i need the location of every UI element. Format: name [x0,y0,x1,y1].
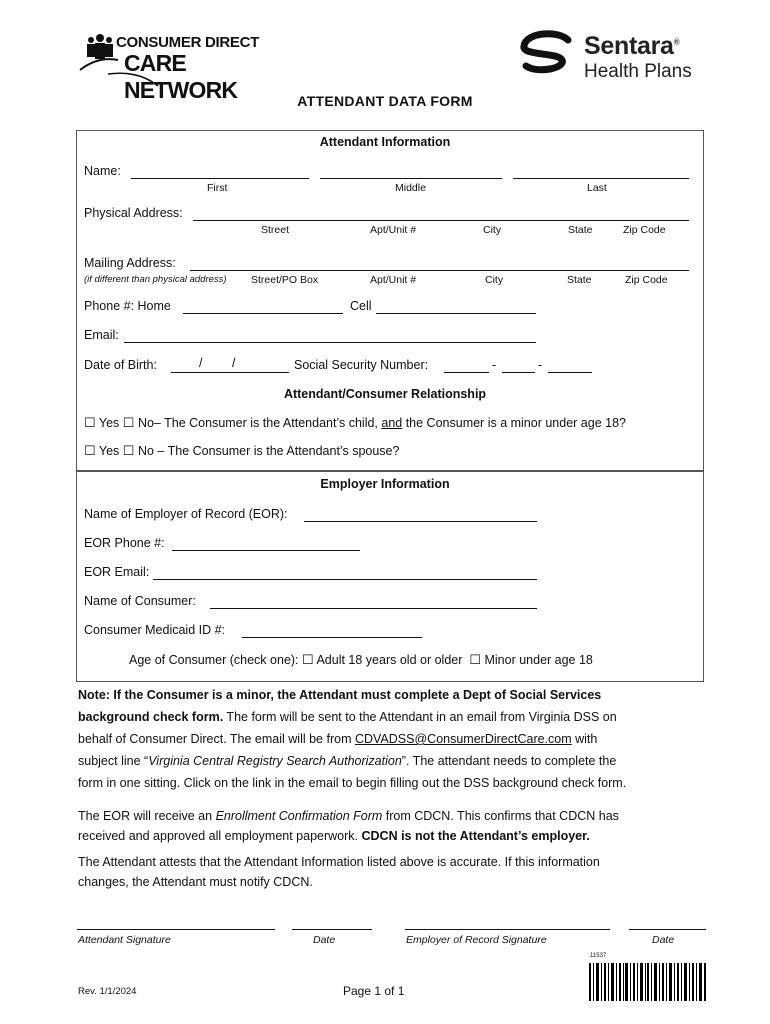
relationship-q1 [84,415,626,431]
q1-text-post: the Consumer is a minor under age 18? [402,416,626,430]
ssn-separator-2: - [538,358,543,372]
mailing-address-label: Mailing Address: [84,256,176,270]
street-po-caption: Street/PO Box [251,274,319,286]
q1-yes-checkbox[interactable]: ☐ [84,415,96,430]
form-title: ATTENDANT DATA FORM [297,93,473,109]
phone-home-label: Phone #: Home [84,299,171,313]
para1-bold: CDCN is not the Attendant’s employer. [361,829,590,843]
sentara-logo [518,30,708,86]
q1-text-pre: – The Consumer is the Attendant’s child, [153,416,382,430]
note-bold-2: background check form. [78,710,224,724]
mailing-note: (if different than physical address) [84,274,227,285]
phone-home-field[interactable] [183,313,343,314]
note-line4-italic: Virginia Central Registry Search Authorization [148,754,402,768]
eor-phone-field[interactable] [172,550,360,551]
cdcn-logo-line1: CONSUMER DIRECT [116,34,260,51]
q2-yes-label: Yes [98,444,120,458]
q2-text: – The Consumer is the Attendant’s spouse? [157,444,400,458]
para2-line1: The Attendant attests that the Attendant Information listed above is accurate. If this information [78,855,600,869]
eor-email-label: EOR Email: [84,565,150,579]
apt-caption: Apt/Unit # [370,224,417,236]
eor-email-field[interactable] [153,579,537,580]
eor-paragraph [78,806,698,846]
name-label: Name: [84,164,121,178]
sentara-name: Sentara® [584,32,680,60]
email-field[interactable] [124,342,536,343]
ssn-part3-field[interactable] [548,372,592,373]
attendant-date-field[interactable] [292,929,372,930]
attendant-heading: Attendant Information [319,135,451,149]
dob-separator-2: / [232,356,236,370]
consumer-name-field[interactable] [210,608,537,609]
revision-date: Rev. 1/1/2024 [78,986,137,997]
mailing-address-field[interactable] [190,270,689,271]
ssn-part1-field[interactable] [444,372,489,373]
state-caption: State [568,224,593,236]
mailing-city-caption: City [485,274,504,286]
middle-name-field[interactable] [320,178,502,179]
relationship-heading: Attendant/Consumer Relationship [283,387,487,401]
para1-italic: Enrollment Confirmation Form [215,809,383,823]
ssn-separator-1: - [492,358,497,372]
cell-field[interactable] [376,313,536,314]
eor-name-field[interactable] [304,521,537,522]
note-line2: The form will be sent to the Attendant in an email from Virginia DSS on [223,710,617,724]
dob-label: Date of Birth: [84,358,157,372]
eor-name-label: Name of Employer of Record (EOR): [84,507,288,521]
dss-email-link[interactable]: CDVADSS@ConsumerDirectCare.com [354,732,572,746]
dob-field[interactable] [171,372,289,373]
email-label: Email: [84,328,119,342]
consumer-name-label: Name of Consumer: [84,594,196,608]
note-bold-1: Note: If the Consumer is a minor, the Attendant must complete a Dept of Social Services [78,688,602,702]
medicaid-id-field[interactable] [242,637,422,638]
note-line3-pre: behalf of Consumer Direct. The email will be from [78,732,355,746]
mailing-zip-caption: Zip Code [625,274,668,286]
q1-yes-label: Yes [98,416,120,430]
employer-section-box [76,470,704,682]
last-caption: Last [587,182,607,194]
medicaid-id-label: Consumer Medicaid ID #: [84,623,226,637]
q1-no-checkbox[interactable]: ☐ [122,415,135,430]
mailing-apt-caption: Apt/Unit # [370,274,417,286]
q2-yes-checkbox[interactable]: ☐ [84,443,96,458]
q2-no-checkbox[interactable]: ☐ [122,443,135,458]
para1-line2: received and approved all employment paperwork. [78,829,362,843]
ssn-part2-field[interactable] [502,372,535,373]
eor-date-caption: Date [652,934,675,946]
first-caption: First [207,182,228,194]
dob-separator-1: / [199,356,203,370]
mailing-state-caption: State [567,274,592,286]
attest-paragraph [78,852,698,892]
page-number: Page 1 of 1 [343,984,405,998]
last-name-field[interactable] [513,178,689,179]
note-line4-post: ”. The attendant needs to complete the [401,754,617,768]
minor-note [78,684,698,794]
attendant-date-caption: Date [313,934,336,946]
note-line4-pre: subject line “ [78,754,149,768]
note-line5: form in one sitting. Click on the link in the email to begin filling out the DSS background check form. [78,776,627,790]
barcode [589,963,707,1001]
street-caption: Street [261,224,290,236]
q2-no-label: No [137,444,154,458]
minor-checkbox[interactable]: ☐ [469,652,481,667]
city-caption: City [483,224,502,236]
eor-phone-label: EOR Phone #: [84,536,165,550]
adult-label: Adult 18 years old or older [316,653,463,667]
q1-no-label: No [137,416,154,430]
relationship-q2 [84,443,399,459]
para2-line2: changes, the Attendant must notify CDCN. [78,875,313,889]
employer-heading: Employer Information [320,477,450,491]
eor-signature-field[interactable] [405,929,610,930]
cell-label: Cell [350,299,372,313]
q1-and: and [381,416,403,430]
ssn-label: Social Security Number: [294,358,429,372]
middle-caption: Middle [395,182,426,194]
form-code: 11537 [590,953,607,959]
minor-label: Minor under age 18 [484,653,593,667]
eor-signature-caption: Employer of Record Signature [406,934,547,946]
physical-address-label: Physical Address: [84,206,183,220]
para1-mid: from CDCN. This confirms that CDCN has [382,809,619,823]
cdcn-logo [78,30,263,103]
sentara-s-icon [518,30,578,82]
note-line3-post: with [571,732,598,746]
sentara-sub: Health Plans [584,61,692,82]
age-of-consumer-row [129,652,593,668]
first-name-field[interactable] [131,178,309,179]
eor-date-field[interactable] [629,929,706,930]
zip-caption: Zip Code [623,224,666,236]
para1-pre: The EOR will receive an [78,809,216,823]
physical-address-field[interactable] [193,220,689,221]
age-label: Age of Consumer (check one): [129,653,299,667]
attendant-signature-field[interactable] [77,929,275,930]
cdcn-logo-line2: CARE NETWORK [124,50,238,103]
adult-checkbox[interactable]: ☐ [302,652,314,667]
attendant-signature-caption: Attendant Signature [78,934,171,946]
